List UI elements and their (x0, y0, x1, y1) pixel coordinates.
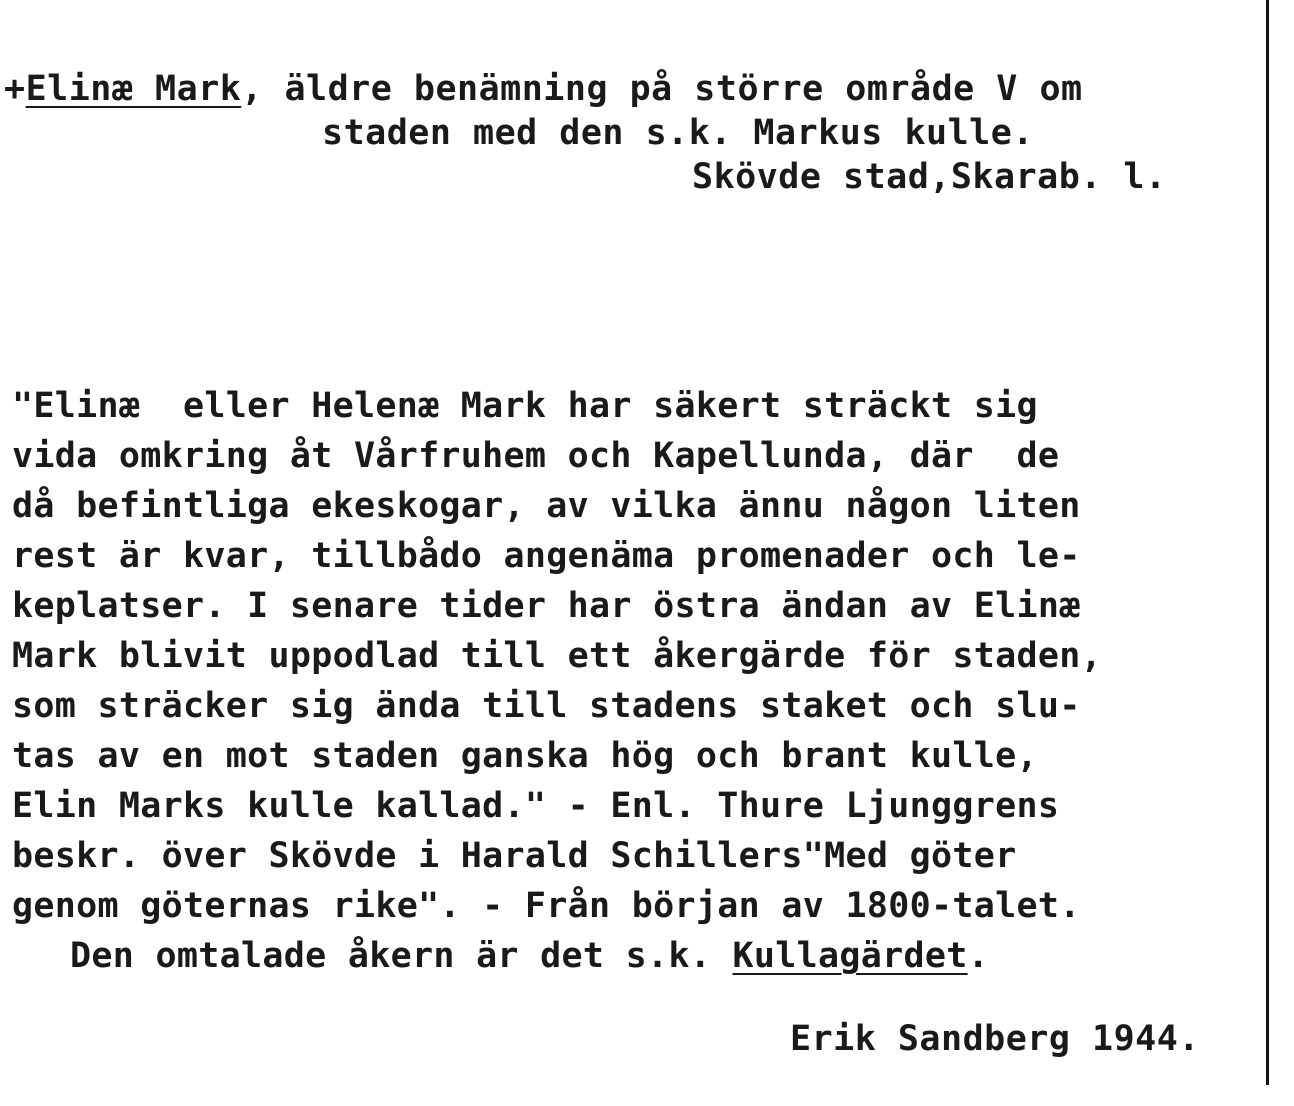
body-line: rest är kvar, tillbådo angenäma promenader och le- (12, 536, 1081, 576)
body-line: genom göternas rike". - Från början av 1800-talet. (12, 886, 1081, 926)
body-line: "Elinæ eller Helenæ Mark har säkert sträckt sig (12, 386, 1038, 426)
heading-line-2: staden med den s.k. Markus kulle. (322, 113, 1034, 153)
body-line: Mark blivit uppodlad till ett åkergärde för staden, (12, 636, 1102, 676)
headword: Elinæ Mark (25, 69, 242, 109)
body-line: keplatser. I senare tider har östra ändan av Elinæ (12, 586, 1081, 626)
location-line: Skövde stad,Skarab. l. (692, 157, 1167, 197)
body-line: Elin Marks kulle kallad." - Enl. Thure Ljunggrens (12, 786, 1060, 826)
place-name-kullagardet: Kullagärdet (732, 936, 968, 976)
heading-line-1 (4, 69, 1083, 109)
closing-text: Den omtalade åkern är det s.k. (70, 936, 733, 976)
entry-prefix: + (4, 69, 26, 109)
body-line: beskr. över Skövde i Harald Schillers"Med göter (12, 836, 1017, 876)
body-line: då befintliga ekeskogar, av vilka ännu någon liten (12, 486, 1081, 526)
body-line: vida omkring åt Vårfruhem och Kapellunda, där de (12, 436, 1060, 476)
body-line: som sträcker sig ända till stadens staket och slu- (12, 686, 1081, 726)
heading-description: , äldre benämning på större område V om (241, 69, 1083, 109)
signature: Erik Sandberg 1944. (790, 1019, 1200, 1059)
body-line: tas av en mot staden ganska hög och brant kulle, (12, 736, 1038, 776)
closing-period: . (967, 936, 989, 976)
closing-line (70, 936, 989, 976)
card-edge-line (1266, 0, 1269, 1085)
